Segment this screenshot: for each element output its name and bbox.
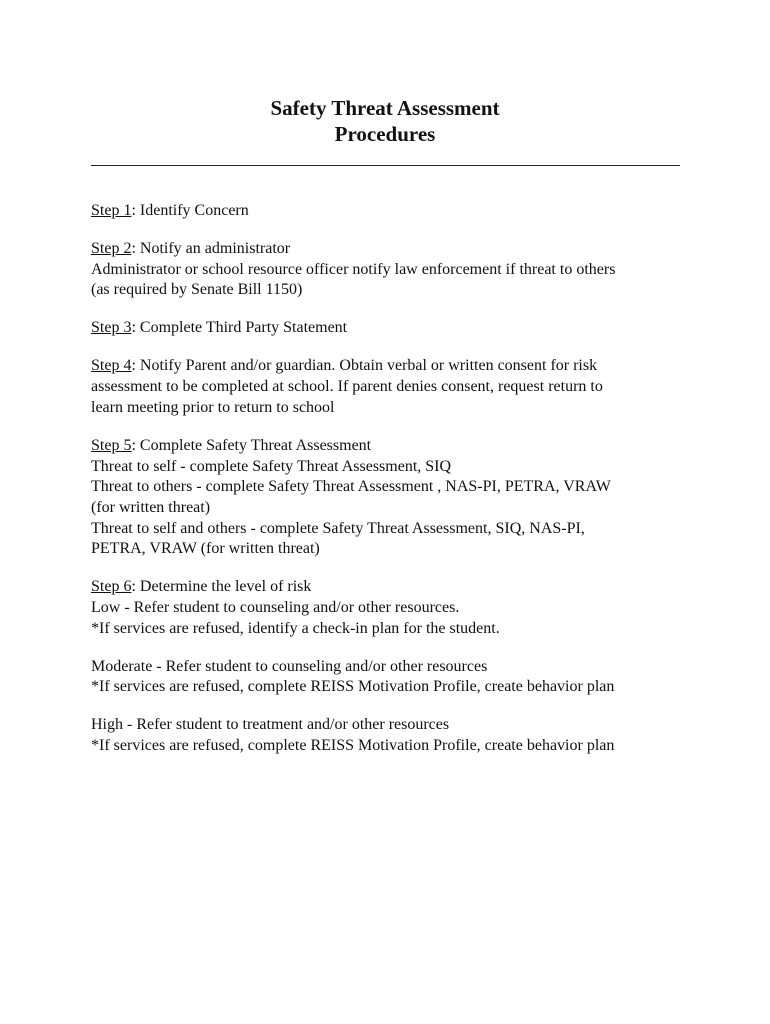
risk-high-line-1: High - Refer student to treatment and/or other resources <box>91 716 450 734</box>
step-1-heading-text: : Identify Concern <box>131 202 249 219</box>
step-5-line-5: PETRA, VRAW (for written threat) <box>91 540 320 558</box>
step-3-label: Step 3 <box>91 319 132 337</box>
risk-high <box>91 715 691 756</box>
step-3-heading <box>91 318 691 339</box>
step-6-heading-text: : Determine the level of risk <box>131 578 312 596</box>
step-1-label: Step 1 <box>91 202 132 219</box>
step-5-line-3: (for written threat) <box>91 498 211 516</box>
step-2-line-1: Administrator or school resource officer notify law enforcement if threat to others <box>91 260 616 278</box>
step-5-label: Step 5 <box>91 436 132 454</box>
risk-moderate-line-1: Moderate - Refer student to counseling and/or other resources <box>91 657 488 675</box>
step-2-line-2: (as required by Senate Bill 1150) <box>91 281 303 299</box>
risk-moderate-line-2: *If services are refused, complete REISS Motivation Profile, create behavior plan <box>91 678 615 696</box>
step-1-heading <box>91 201 691 222</box>
step-5-heading <box>91 436 691 457</box>
step-5-line-1: Threat to self - complete Safety Threat Assessment, SIQ <box>91 457 452 475</box>
step-6-label: Step 6 <box>91 578 132 596</box>
step-2-heading <box>91 239 691 260</box>
step-4-label: Step 4 <box>91 357 132 375</box>
procedure-list <box>91 201 691 774</box>
step-2 <box>91 239 691 301</box>
risk-low-line-1: Low - Refer student to counseling and/or other resources. <box>91 599 460 617</box>
step-3-heading-text: : Complete Third Party Statement <box>131 319 348 337</box>
risk-low-line-2: *If services are refused, identify a check-in plan for the student. <box>91 619 500 637</box>
risk-moderate <box>91 657 691 698</box>
risk-high-line-2: *If services are refused, complete REISS Motivation Profile, create behavior plan <box>91 737 615 755</box>
step-4-heading-text: : Notify Parent and/or guardian. Obtain verbal or written consent for risk <box>131 357 598 375</box>
step-5-line-4: Threat to self and others - complete Safety Threat Assessment, SIQ, NAS-PI, <box>91 519 585 537</box>
document-title-line-1: Safety Threat Assessment <box>270 96 500 120</box>
title-divider <box>91 165 680 166</box>
document-title-line-2: Procedures <box>334 122 436 146</box>
step-2-heading-text: : Notify an administrator <box>131 240 291 257</box>
step-6-heading <box>91 577 691 598</box>
step-5 <box>91 436 691 560</box>
step-5-line-2: Threat to others - complete Safety Threat Assessment , NAS-PI, PETRA, VRAW <box>91 478 611 496</box>
step-4-line-1: assessment to be completed at school. If parent denies consent, request return to <box>91 378 603 396</box>
step-5-heading-text: : Complete Safety Threat Assessment <box>131 436 372 454</box>
step-2-label: Step 2 <box>91 240 132 257</box>
step-4-heading <box>91 356 691 377</box>
step-1 <box>91 201 691 222</box>
step-4 <box>91 356 691 418</box>
step-6 <box>91 577 691 639</box>
step-3 <box>91 318 691 339</box>
step-4-line-2: learn meeting prior to return to school <box>91 398 335 416</box>
